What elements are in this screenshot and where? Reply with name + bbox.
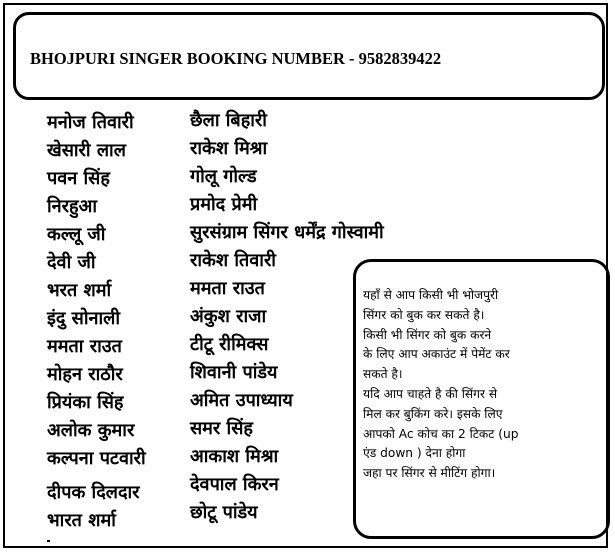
singer-name: मनोज तिवारी <box>47 112 134 133</box>
singer-name: प्रमोद प्रेमी <box>190 194 258 215</box>
info-line: के लिए आप अकाउंट में पेमेंट कर <box>363 347 510 362</box>
singer-name: कल्लू जी <box>47 224 106 245</box>
singer-name: राकेश तिवारी <box>190 250 276 271</box>
info-line: सकते है। <box>363 367 403 382</box>
singer-name: भारत शर्मा <box>47 510 116 531</box>
singer-name: छोटू पांडेय <box>190 502 258 523</box>
singer-name: ममता राउत <box>47 336 122 357</box>
singer-name: टीटू रीमिक्स <box>190 334 269 355</box>
singer-name: अमित उपाध्याय <box>190 390 293 411</box>
info-line: किसी भी सिंगर को बुक करने <box>363 327 492 342</box>
stray-mark <box>47 540 50 542</box>
booking-info-text <box>363 286 601 484</box>
info-line: मिल कर बुकिंग करे। इसके लिए <box>363 406 503 421</box>
singer-name: राकेश मिश्रा <box>190 138 268 159</box>
singer-name: पवन सिंह <box>47 168 110 189</box>
singer-name: प्रियंका सिंह <box>47 392 124 413</box>
singer-name: ममता राउत <box>190 278 265 299</box>
booking-info-box <box>353 259 610 539</box>
singer-name: भरत शर्मा <box>47 280 112 301</box>
info-line: आपको Ac कोच का 2 टिकट (up <box>363 426 519 441</box>
header-box <box>13 12 605 100</box>
singer-name: अंकुश राजा <box>190 306 267 327</box>
singer-name: सुरसंग्राम सिंगर धर्मेंद्र गोस्वामी <box>190 222 384 243</box>
singer-name: निरहुआ <box>47 196 97 217</box>
singer-name: इंदु सोनाली <box>47 308 121 329</box>
singer-name: गोलू गोल्ड <box>190 166 257 187</box>
info-line: यदि आप चाहते है की सिंगर से <box>363 386 498 401</box>
singer-name: मोहन राठौर <box>47 364 123 385</box>
singer-name: दीपक दिलदार <box>47 482 140 503</box>
singer-name: देवपाल किरन <box>190 474 279 495</box>
info-line: एंड down ) देना होगा <box>363 446 466 461</box>
info-line: जहा पर सिंगर से मीटिंग होगा। <box>363 466 496 481</box>
booking-number-title: BHOJPURI SINGER BOOKING NUMBER - 9582839422 <box>30 49 442 68</box>
singer-name: अलोक कुमार <box>47 420 135 441</box>
singer-name: शिवानी पांडेय <box>190 362 278 383</box>
info-line: यहाँ से आप किसी भी भोजपुरी <box>363 288 499 302</box>
singer-name: छैला बिहारी <box>190 110 267 131</box>
singer-name: आकाश मिश्रा <box>190 446 279 467</box>
singer-name: खेसारी लाल <box>47 140 126 161</box>
info-line: सिंगर को बुक कर सकते है। <box>363 307 485 322</box>
singer-name: देवी जी <box>47 252 96 273</box>
singer-name: कल्पना पटवारी <box>47 448 146 469</box>
singer-name: समर सिंह <box>190 418 253 439</box>
